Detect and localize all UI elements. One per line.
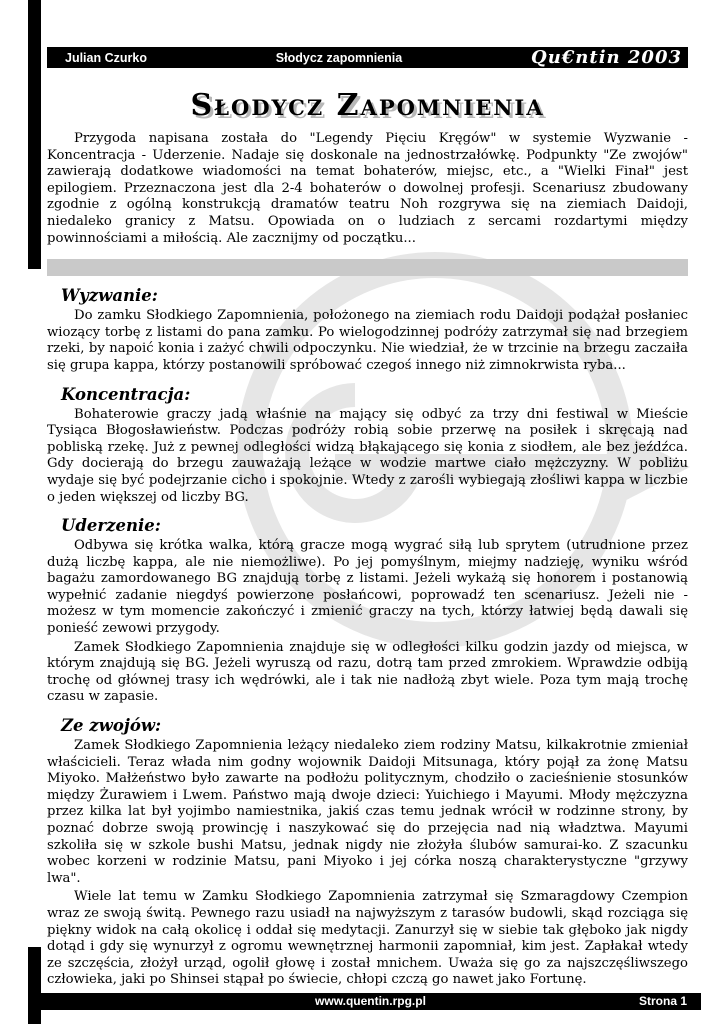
section-paragraph: Bohaterowie graczy jadą właśnie na mający się odbyć za trzy dni festiwal w Mieście Tysiąca Błogosławieństw. Podczas podróży robią sobie przerwę na posiłek i skręcają nad pobliską rzekę. Już z pewnej odległości widzą błąkającego się konia z siodłem, ale bez jeźdźca. Gdy docierają do brzegu zauważają leżące w wodzie martwe ciało mężczyzny. W pobliżu wydaje się być podejrzanie cicho i spokojnie. Wtedy z zarośli wybiegają złośliwi kappa w liczbie o jeden większej od liczby BG. bbox=[47, 406, 688, 505]
section-paragraph: Odbywa się krótka walka, którą gracze mogą wygrać siłą lub sprytem (utrudnione przez dużą liczbę kappa, ale nie niemożliwe). Po jej pomyślnym, miejmy nadzieję, wyniku wśród bagażu zamordowanego BG znajdują torbę z listami. Jeżeli wykażą się honorem i postanowią wypełnić zadanie niegdyś powierzone posłańcowi, poprowadź ten scenariusz. Jeżeli nie - możesz w tym momencie zakończyć i zmienić graczy na tych, którzy łatwiej będą dawali się ponieść zewowi przygody. bbox=[47, 538, 688, 637]
section-paragraph: Zamek Słodkiego Zapomnienia znajduje się w odległości kilku godzin jazdy od miejsca, w którym znajdują się BG. Jeżeli wyruszą od razu, dotrą tam przed zmrokiem. Wprawdzie odbiją trochę od głównej trasy ich wędrówki, ale i tak nie nadłożą zbyt wiele. Poza tym mają trochę czasu w zapasie. bbox=[47, 639, 688, 705]
section-koncentracja bbox=[47, 385, 688, 507]
page-footer bbox=[40, 993, 701, 1010]
section-paragraph: Wiele lat temu w Zamku Słodkiego Zapomnienia zatrzymał się Szmaragdowy Czempion wraz ze swoją świtą. Pewnego razu usiadł na najwyższym z tarasów budowli, skąd rozciąga się piękny widok na całą okolicę i oddał się medytacji. Zanurzył się w siebie tak głęboko jak nigdy dotąd i gdy się wynurzył z ogromu wewnętrznej harmonii zapomniał, kim jest. Zapłakał wtedy ze szczęścia, złożył urząd, ogolił głowę i został mnichem. Uważa się go za najszczęśliwszego człowieka, jaki po Shinsei stąpał po świecie, chłopi czczą go nawet jako Fortunę. bbox=[47, 889, 688, 988]
left-margin-bar-top bbox=[28, 0, 41, 269]
quentin-logo: Qu€ntin 2003 bbox=[531, 47, 682, 68]
footer-page-number: Strona 1 bbox=[638, 994, 687, 1008]
left-margin-bar-bottom bbox=[28, 947, 41, 1024]
intro-paragraph: Przygoda napisana została do "Legendy Pięciu Kręgów" w systemie Wyzwanie - Koncentracja - Uderzenie. Nadaje się doskonale na jednostrzałówkę. Podpunkty "Ze zwojów" zawierają dodatkowe wiadomości na temat bohaterów, miejsc, etc., a "Wielki Finał" jest epilogiem. Przeznaczona jest dla 2-4 bohaterów o dowolnej profesji. Scenariusz zbudowany zgodnie z ogólną konstrukcją dramatów teatru Noh rozgrywa się na ziemiach Daidoji, niedaleko granicy z Matsu. Opowiada on o ludziach z sercami rozdartymi między powinnościami a miłością. Ale zacznijmy od początku... bbox=[47, 131, 688, 246]
section-paragraph: Zamek Słodkiego Zapomnienia leżący niedaleko ziem rodziny Matsu, kilkakrotnie zmieniał właścicieli. Teraz włada nim godny wojownik Daidoji Mitsunaga, który pojął za żonę Matsu Miyoko. Małżeństwo było zawarte na podłożu politycznym, chodziło o zacieśnienie stosunków między Żurawiem i Lwem. Państwo mają dwoje dzieci: Yuichiego i Mayumi. Młody mężczyzna przez kilka lat był yojimbo namiestnika, jakiś czas temu jednak wrócił w rodzinne strony, by poznać dobrze swoją prowincję i naszykować się do przejęcia nad nią władztwa. Mayumi szkoliła się w szkole bushi Matsu, jednak nigdy nie złożyła ślubów samurai-ko. Z szacunku wobec korzeni w rodzinie Matsu, pani Miyoko i jej córka noszą charakterystyczne "grzywy lwa". bbox=[47, 738, 688, 886]
page-header bbox=[47, 47, 688, 68]
section-paragraph: Do zamku Słodkiego Zapomnienia, położonego na ziemiach rodu Daidoji podążał posłaniec wiozący torbę z listami do pana zamku. Po wielogodzinnej podróży zatrzymał się nad brzegiem rzeki, by napoić konia i zażyć chwili odpoczynku. Nie wiedział, że w trzcinie na brzegu zaczaiła się grupa kappa, którzy postanowili spróbować czegoś innego niż zimnokrwista ryba... bbox=[47, 308, 688, 373]
page-title: Słodycz Zapomnienia bbox=[190, 88, 545, 123]
section-divider-bar bbox=[47, 259, 688, 276]
header-author: Julian Czurko bbox=[65, 50, 147, 65]
header-doc-title: Słodycz zapomnienia bbox=[275, 50, 403, 65]
section-wyzwanie bbox=[47, 286, 688, 374]
section-heading-uderzenie: Uderzenie: bbox=[61, 516, 161, 536]
footer-url: www.quentin.rpg.pl bbox=[315, 994, 426, 1008]
section-uderzenie bbox=[47, 516, 688, 706]
section-ze-zwojow bbox=[47, 716, 688, 989]
document-content bbox=[47, 78, 688, 991]
section-heading-koncentracja: Koncentracja: bbox=[61, 384, 191, 404]
section-heading-wyzwanie: Wyzwanie: bbox=[61, 286, 158, 306]
section-heading-ze-zwojow: Ze zwojów: bbox=[61, 716, 162, 736]
